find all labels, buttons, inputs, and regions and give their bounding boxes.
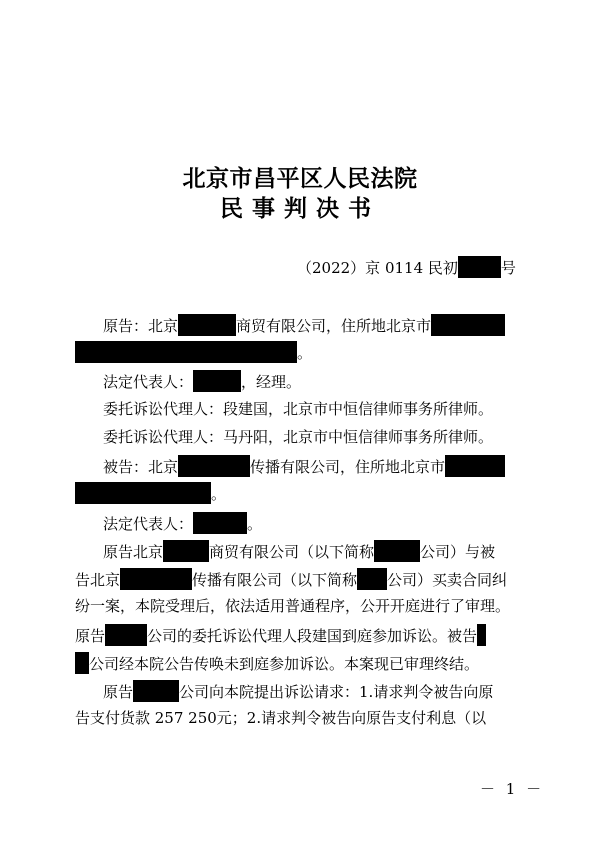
redaction-block (75, 652, 89, 674)
body-line: 告支付货款 257 250元；2.请求判令被告向原告支付利息（以 (75, 709, 487, 727)
defendant-address-line (75, 482, 226, 504)
text-segment: 公司向本院提出诉讼请求：1.请求判令被告向原 (179, 683, 494, 701)
redaction-block (357, 568, 387, 590)
text-segment: 传播有限公司，住所地北京市 (250, 458, 446, 476)
redaction-block (105, 624, 147, 646)
text-segment: 商贸有限公司（以下简称 (209, 543, 375, 561)
text-segment: 公司）买卖合同纠 (387, 571, 508, 589)
text-segment: 告北京 (75, 571, 121, 589)
redaction-block (75, 341, 297, 363)
redaction-block (133, 680, 179, 702)
body-line (103, 680, 493, 702)
redaction-block (431, 314, 505, 336)
plaintiff-line (103, 314, 505, 336)
text-segment: 。 (211, 485, 227, 503)
plaintiff-legal-rep-line (103, 370, 301, 392)
case-number-suffix: 号 (500, 259, 516, 277)
redaction-block (163, 540, 209, 562)
text-segment: 被告：北京 (103, 458, 179, 476)
body-line (75, 652, 479, 674)
text-segment: 公司经本院公告传唤未到庭参加诉讼。本案现已审理终结。 (89, 655, 480, 673)
text-segment: 传播有限公司（以下简称 (192, 571, 358, 589)
redaction-block (120, 568, 192, 590)
text-segment: 原告：北京 (103, 317, 179, 335)
text-segment: 原告 (75, 627, 106, 645)
plaintiff-address-line (75, 341, 312, 363)
redaction-block (178, 455, 250, 477)
redaction-block (477, 624, 486, 646)
redaction-block (458, 256, 501, 278)
text-segment: 原告北京 (103, 543, 164, 561)
body-line: 纷一案，本院受理后，依法适用普通程序，公开开庭进行了审理。 (75, 597, 511, 615)
redaction-block (445, 455, 505, 477)
defendant-legal-rep-line (103, 512, 262, 534)
text-segment: 公司）与被 (420, 543, 496, 561)
text-segment: 法定代表人： (103, 373, 194, 391)
document-type: 民事判决书 (220, 195, 380, 222)
text-segment: 原告 (103, 683, 134, 701)
page-number: － 1 － (480, 780, 545, 798)
redaction-block (178, 314, 236, 336)
text-segment: 。 (247, 515, 263, 533)
redaction-block (193, 370, 241, 392)
redaction-block (193, 512, 247, 534)
text-segment: 商贸有限公司，住所地北京市 (236, 317, 432, 335)
body-line (75, 568, 507, 590)
body-line (75, 624, 486, 646)
text-segment: 法定代表人： (103, 515, 194, 533)
case-number (297, 256, 516, 278)
case-number-prefix: （2022）京 0114 民初 (297, 259, 458, 277)
text-segment: 。 (297, 344, 313, 362)
agent-line-1: 委托诉讼代理人：段建国，北京市中恒信律师事务所律师。 (103, 400, 494, 418)
body-line (103, 540, 495, 562)
redaction-block (374, 540, 420, 562)
agent-line-2: 委托诉讼代理人：马丹阳，北京市中恒信律师事务所律师。 (103, 428, 494, 446)
redaction-block (75, 482, 211, 504)
defendant-line (103, 455, 505, 477)
text-segment: ，经理。 (241, 373, 302, 391)
text-segment: 公司的委托诉讼代理人段建国到庭参加诉讼。被告 (147, 627, 478, 645)
court-name: 北京市昌平区人民法院 (182, 165, 418, 192)
